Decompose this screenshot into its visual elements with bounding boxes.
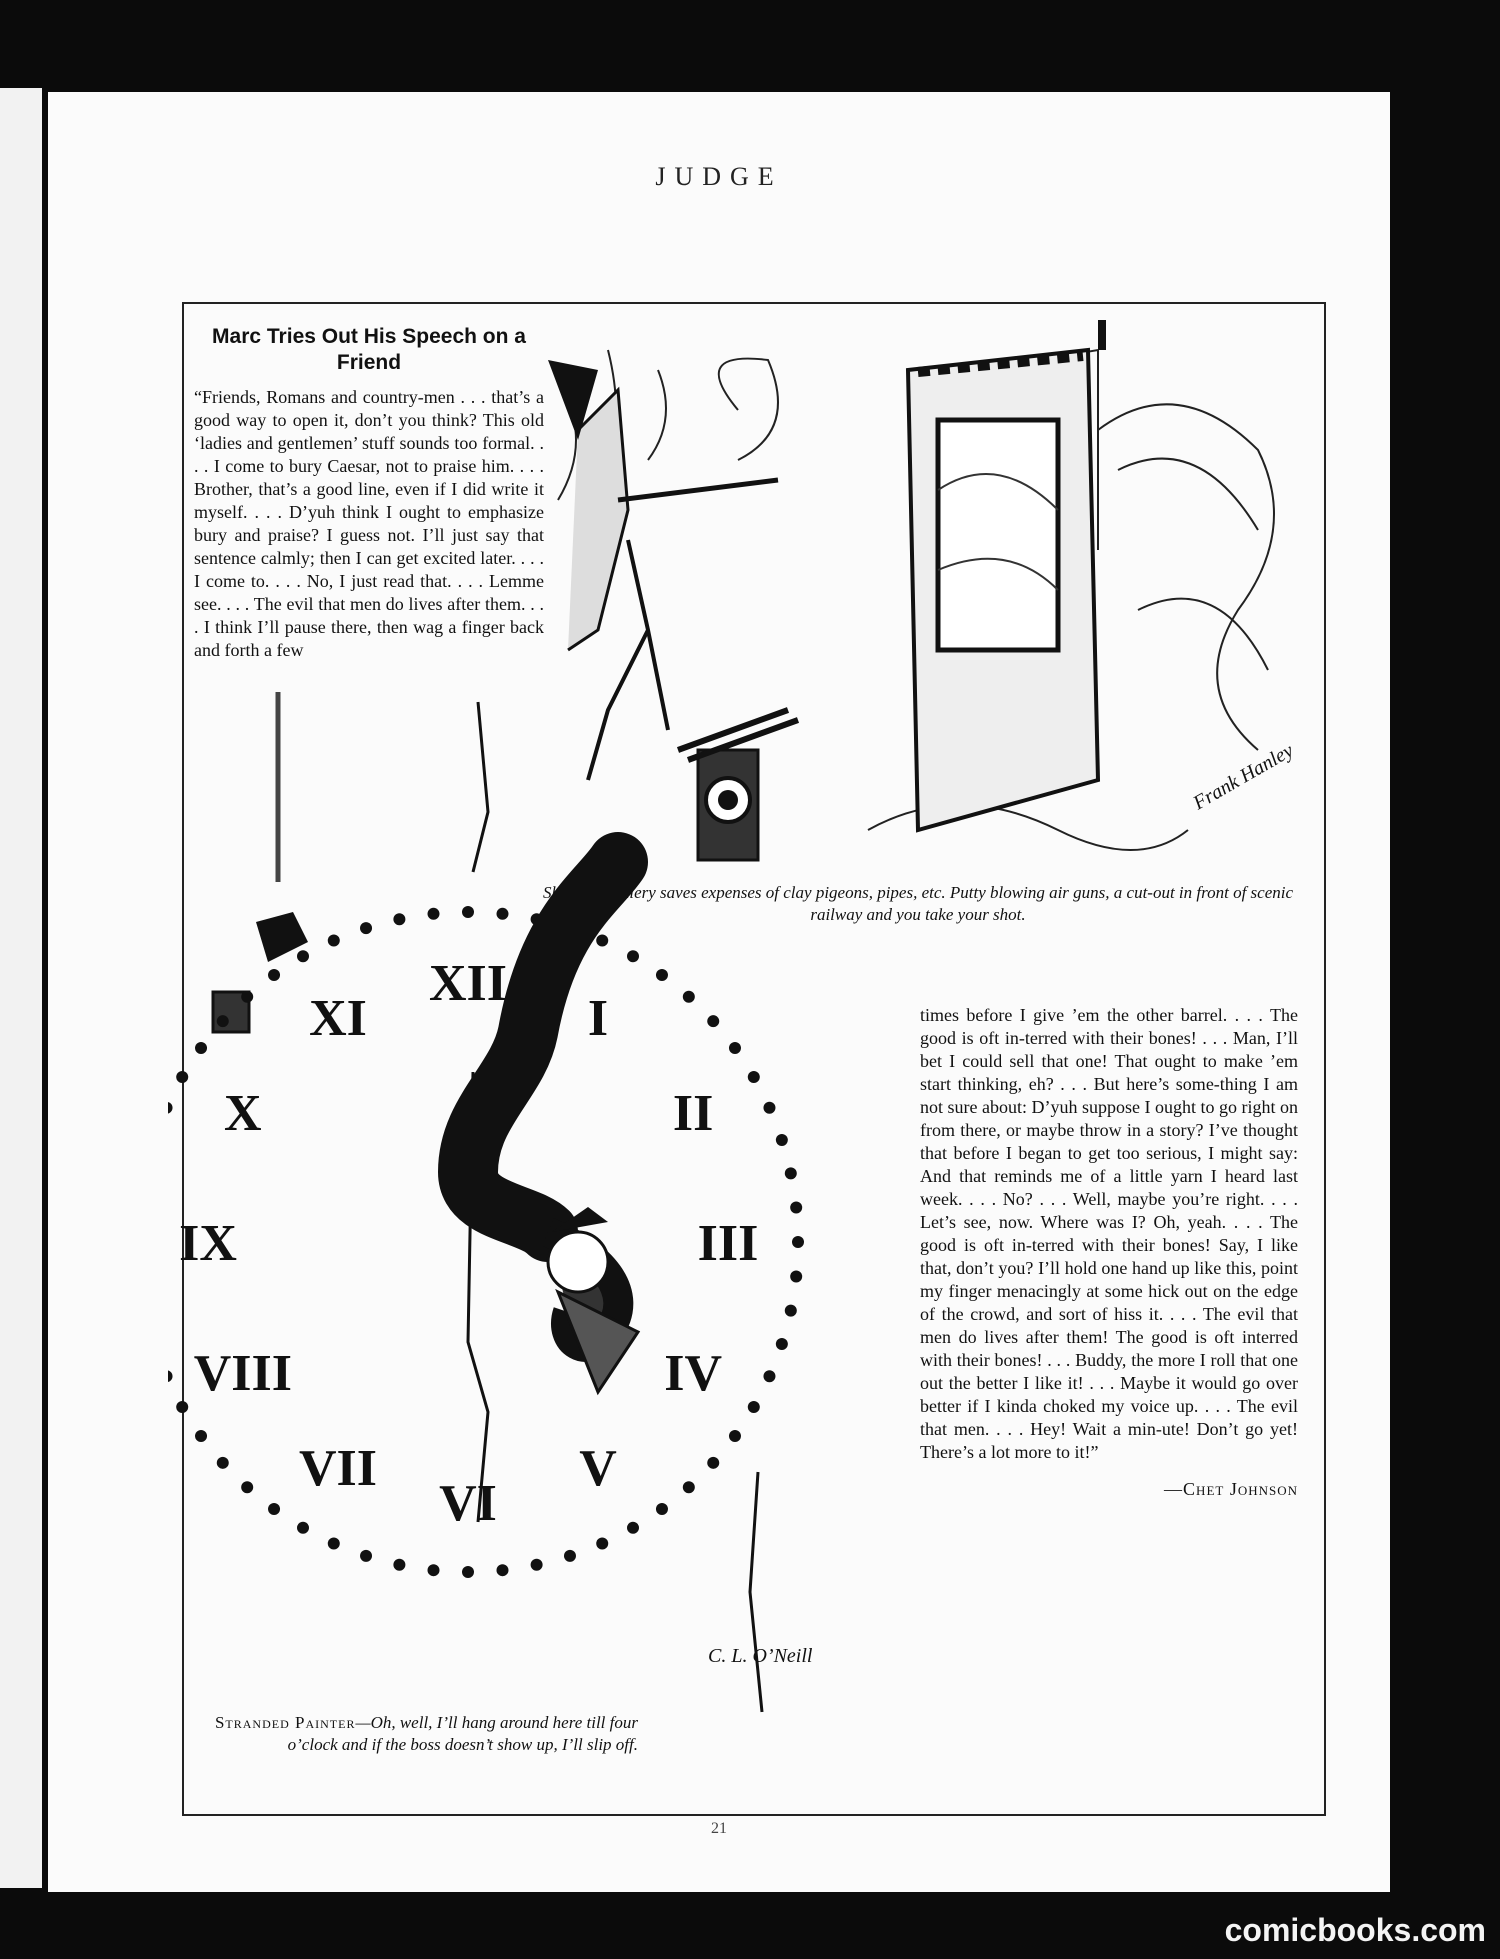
- clock-numeral: I: [587, 989, 609, 1047]
- clock-dot: [268, 969, 280, 981]
- clock-dot: [729, 1042, 741, 1054]
- clock-dot: [297, 950, 309, 962]
- clock-numeral: VII: [298, 1440, 378, 1498]
- clock-dot: [785, 1167, 797, 1179]
- clock-dot: [683, 991, 695, 1003]
- clock-dot: [360, 1550, 372, 1562]
- clock-dot: [297, 1522, 309, 1534]
- clock-dot: [792, 1236, 804, 1248]
- clock-hand: [468, 862, 618, 1232]
- clock-dot: [531, 1559, 543, 1571]
- clock-dot: [763, 1102, 775, 1114]
- facing-page-edge: [0, 88, 42, 1888]
- clock-numeral: X: [224, 1085, 262, 1142]
- page-number: 21: [711, 1820, 727, 1837]
- clock-numeral: V: [579, 1440, 617, 1498]
- clock-dot: [195, 1042, 207, 1054]
- clock-numeral: IV: [664, 1345, 723, 1402]
- clock-dot: [268, 1503, 280, 1515]
- clock-dot: [428, 908, 440, 920]
- clock-dot: [168, 1370, 173, 1382]
- clock-dot: [790, 1270, 802, 1282]
- clock-dot: [496, 1564, 508, 1576]
- cartoon1-caption: Shooting gallery saves expenses of clay pigeons, pipes, etc. Putty blowing air guns, a cut-out in front of scenic railway and you take your shot.: [542, 883, 1294, 924]
- clock-dot: [564, 1550, 576, 1562]
- cartoon2-caption: [178, 1712, 638, 1756]
- clock-numeral: VIII: [193, 1345, 292, 1402]
- clock-dot: [748, 1401, 760, 1413]
- article-text-col1: “Friends, Romans and country-men . . . that’s a good way to open it, don’t you think? This old ‘ladies and gentlemen’ stuff sounds too formal. . . . I come to bury Caesar, not to praise him. . . . Brother, that’s a good line, even if I did write it myself. . . . D’yuh think I ought to emphasize bury and praise? I guess not. I’ll just say that sentence calmly; then I can get excited later. . . . I come to. . . . No, I just read that. . . . Lemme see. . . . The evil that men do lives after them. . . . I think I’ll pause there, then wag a finger back and forth a few: [194, 387, 544, 660]
- clock-dot: [195, 1430, 207, 1442]
- clock-dot: [748, 1071, 760, 1083]
- article-column-2: [920, 1004, 1298, 1501]
- clock-dot: [176, 1071, 188, 1083]
- article-text-col2: times before I give ’em the other barrel. . . . The good is oft in-terred with their bones! . . . Man, I’ll bet I could sell that one! That ought to make ’em start thinking, eh? . . . But here’s some-thing I am not sure about: D’yuh suppose I ought to go right on from there, or maybe throw in a story? I’ve thought that before I began to get too serious, I might say: And that reminds me of a little yarn I heard last week. . . . No? . . . Well, maybe you’re right. . . . Let’s see, now. Where was I? Oh, yeah. . . . The good is oft in-terred with their bones! Say, I like that, don’t you? I’ll hold one hand up like this, point my finger menacingly at some hick out on the edge of the crowd, and sort of hiss it. . . . The evil that men do lives after them! The good is oft interred with their bones! . . . Buddy, the more I roll that one out the better I like it! . . . Maybe it would go over better if I kinda choked my voice up. . . . The evil that men. . . . Hey! Wait a min-ute! Don’t go yet! There’s a lot more to it!”: [920, 1005, 1298, 1462]
- clock-dot: [707, 1457, 719, 1469]
- cartoon2-signature: C. L. O’Neill: [708, 1645, 813, 1667]
- cartoon1-signature: Frank Hanley: [1189, 739, 1298, 815]
- clock-dot: [217, 1015, 229, 1027]
- clock-dot: [627, 950, 639, 962]
- clock-dot: [462, 1566, 474, 1578]
- clock-dot: [328, 935, 340, 947]
- clock-dot: [776, 1134, 788, 1146]
- clock-dot: [656, 969, 668, 981]
- clock-dot: [496, 908, 508, 920]
- clock-numeral: VI: [439, 1475, 497, 1532]
- clock-dot: [790, 1202, 802, 1214]
- clock-dot: [217, 1457, 229, 1469]
- article-column-1: [194, 324, 544, 662]
- cartoon2-caption-label: Stranded Painter: [214, 1713, 356, 1732]
- article-headline: Marc Tries Out His Speech on a Friend: [212, 325, 526, 374]
- clock-dot: [462, 906, 474, 918]
- magazine-page: [48, 92, 1390, 1892]
- clock-dot: [707, 1015, 719, 1027]
- article-byline: —Chet Johnson: [1164, 1479, 1298, 1499]
- clock-numeral: XII: [428, 955, 508, 1012]
- stranded-painter-illustration: [168, 692, 848, 1742]
- cartoon2-caption-text: —Oh, well, I’ll hang around here till four o’clock and if the boss doesn’t show up, I’ll slip off.: [287, 1713, 638, 1754]
- clock-dot: [241, 991, 253, 1003]
- site-watermark: comicbooks.com: [1224, 1912, 1486, 1948]
- clock-numeral: II: [672, 1085, 714, 1142]
- clock-dot: [393, 1559, 405, 1571]
- clock-dot: [168, 1102, 173, 1114]
- clock-dot: [393, 913, 405, 925]
- clock-numeral: III: [697, 1215, 759, 1272]
- clock-dot: [428, 1564, 440, 1576]
- clock-numeral: XI: [309, 989, 367, 1047]
- clock-dot: [596, 935, 608, 947]
- clock-dot: [176, 1401, 188, 1413]
- clock-dot: [627, 1522, 639, 1534]
- clock-dot: [360, 922, 372, 934]
- running-head: JUDGE: [655, 162, 783, 191]
- clock-dot: [596, 1537, 608, 1549]
- clock-dot: [656, 1503, 668, 1515]
- clock-dot: [763, 1370, 775, 1382]
- clock-dot: [785, 1305, 797, 1317]
- clock-dot: [328, 1537, 340, 1549]
- clock-dot: [729, 1430, 741, 1442]
- clock-dot: [776, 1338, 788, 1350]
- clock-dot: [241, 1481, 253, 1493]
- clock-dot: [683, 1481, 695, 1493]
- clock-numeral: IX: [179, 1215, 237, 1272]
